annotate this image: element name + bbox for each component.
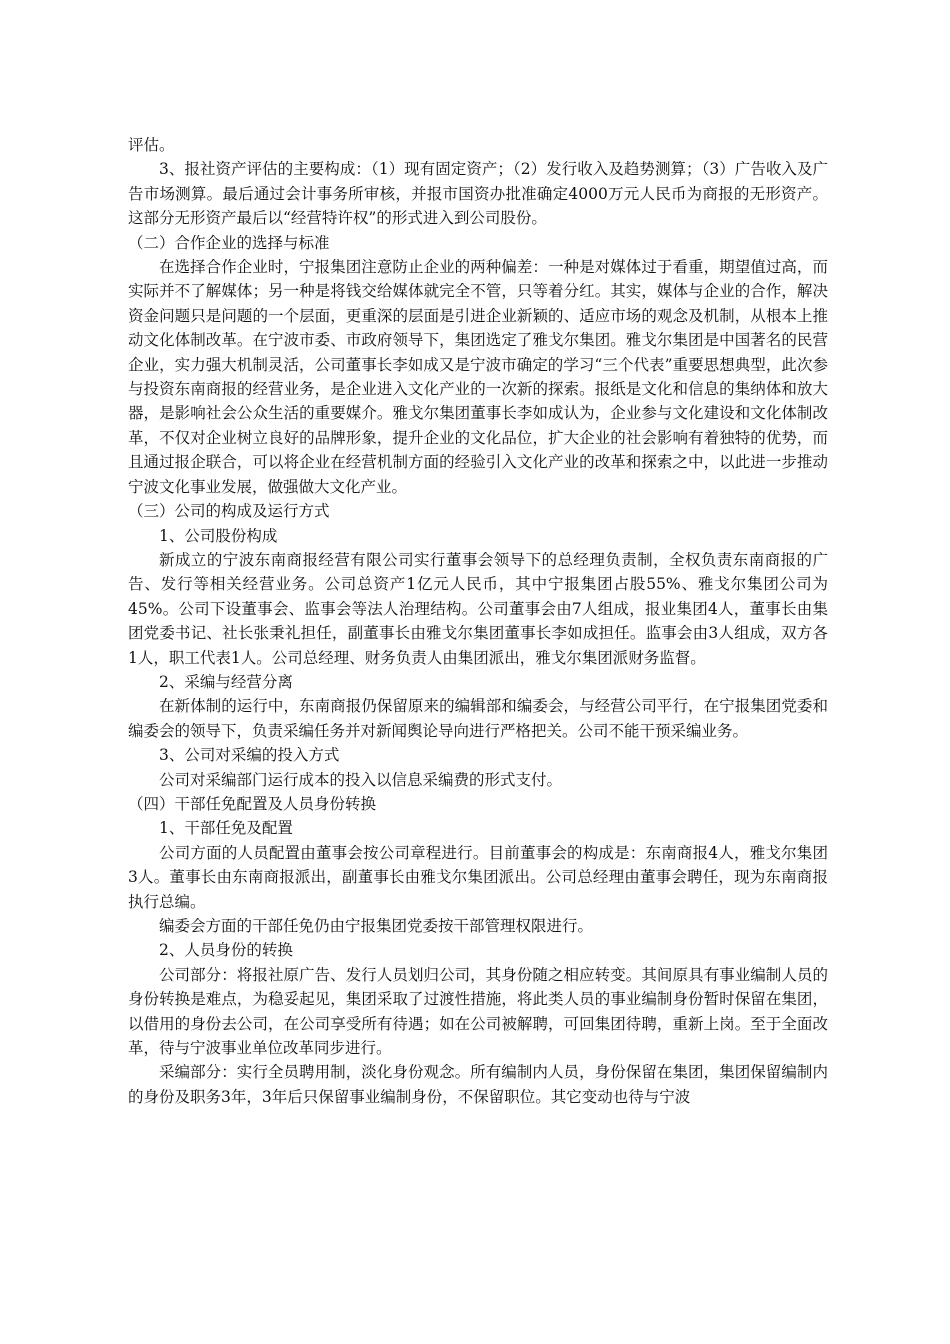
section-heading: （二）合作企业的选择与标准 [128, 233, 330, 252]
subsection-heading: 2、人员身份的转换 [159, 941, 293, 960]
paragraph: 在新体制的运行中，东南商报仍保留原来的编辑部和编委会，与经营公司平行，在宁报集团党委和编委会的领导下，负责采编任务并对新闻舆论导向进行严格把关。公司不能干预采编业务。 [128, 697, 828, 740]
paragraph: 3、报社资产评估的主要构成：（1）现有固定资产；（2）发行收入及趋势测算；（3）广告收入及广告市场测算。最后通过会计事务所审核，并报市国资办批准确定4000万元人民币为商报的无形资产。这部分无形资产最后以“经营特许权”的形式进入到公司股份。 [128, 160, 828, 228]
paragraph: 采编部分：实行全员聘用制，淡化身份观念。所有编制内人员，身份保留在集团，集团保留编制内的身份及职务3年，3年后只保留事业编制身份，不保留职位。其它变动也待与宁波 [128, 1063, 828, 1106]
section-heading: （三）公司的构成及运行方式 [128, 502, 330, 521]
paragraph: 编委会方面的干部任免仍由宁报集团党委按干部管理权限进行。 [159, 917, 594, 935]
document-page [128, 133, 828, 1109]
subsection-heading: 2、采编与经营分离 [159, 672, 293, 691]
paragraph: 公司对采编部门运行成本的投入以信息采编费的形式支付。 [159, 770, 563, 789]
subsection-heading: 1、公司股份构成 [159, 526, 278, 545]
paragraph: 评估。 [128, 136, 175, 154]
subsection-heading: 3、公司对采编的投入方式 [159, 746, 340, 765]
subsection-heading: 1、干部任免及配置 [159, 819, 293, 838]
paragraph: 公司方面的人员配置由董事会按公司章程进行。目前董事会的构成是：东南商报4人，雅戈尔集团3人。董事长由东南商报派出，副董事长由雅戈尔集团派出。公司总经理由董事会聘任，现为东南商报执行总编。 [128, 843, 828, 911]
paragraph: 在选择合作企业时，宁报集团注意防止企业的两种偏差：一种是对媒体过于看重，期望值过高，而实际并不了解媒体；另一种是将钱交给媒体就完全不管，只等着分红。其实，媒体与企业的合作，解决资金问题只是问题的一个层面，更重深的层面是引进企业新颖的、适应市场的观念及机制，从根本上推动文化体制改革。在宁波市委、市政府领导下，集团选定了雅戈尔集团。雅戈尔集团是中国著名的民营企业，实力强大机制灵活，公司董事长李如成又是宁波市确定的学习“三个代表”重要思想典型，此次参与投资东南商报的经营业务，是企业进入文化产业的一次新的探索。报纸是文化和信息的集纳体和放大器，是影响社会公众生活的重要媒介。雅戈尔集团董事长李如成认为，企业参与文化建设和文化体制改革，不仅对企业树立良好的品牌形象，提升企业的文化品位，扩大企业的社会影响有着独特的优势，而且通过报企联合，可以将企业在经营机制方面的经验引入文化产业的改革和探索之中，以此进一步推动宁波文化事业发展，做强做大文化产业。 [128, 258, 828, 496]
paragraph: 新成立的宁波东南商报经营有限公司实行董事会领导下的总经理负责制，全权负责东南商报的广告、发行等相关经营业务。公司总资产1亿元人民币，其中宁报集团占股55%、雅戈尔集团公司为45%。公司下设董事会、监事会等法人治理结构。公司董事会由7人组成，报业集团4人，董事长由集团党委书记、社长张秉礼担任，副董事长由雅戈尔集团董事长李如成担任。监事会由3人组成，双方各1人，职工代表1人。公司总经理、财务负责人由集团派出，雅戈尔集团派财务监督。 [128, 550, 828, 667]
paragraph: 公司部分：将报社原广告、发行人员划归公司，其身份随之相应转变。其间原具有事业编制人员的身份转换是难点，为稳妥起见，集团采取了过渡性措施，将此类人员的事业编制身份暂时保留在集团，以借用的身份去公司，在公司享受所有待遇；如在公司被解聘，可回集团待聘，重新上岗。至于全面改革，待与宁波事业单位改革同步进行。 [128, 965, 828, 1058]
section-heading: （四）干部任免配置及人员身份转换 [128, 794, 377, 813]
